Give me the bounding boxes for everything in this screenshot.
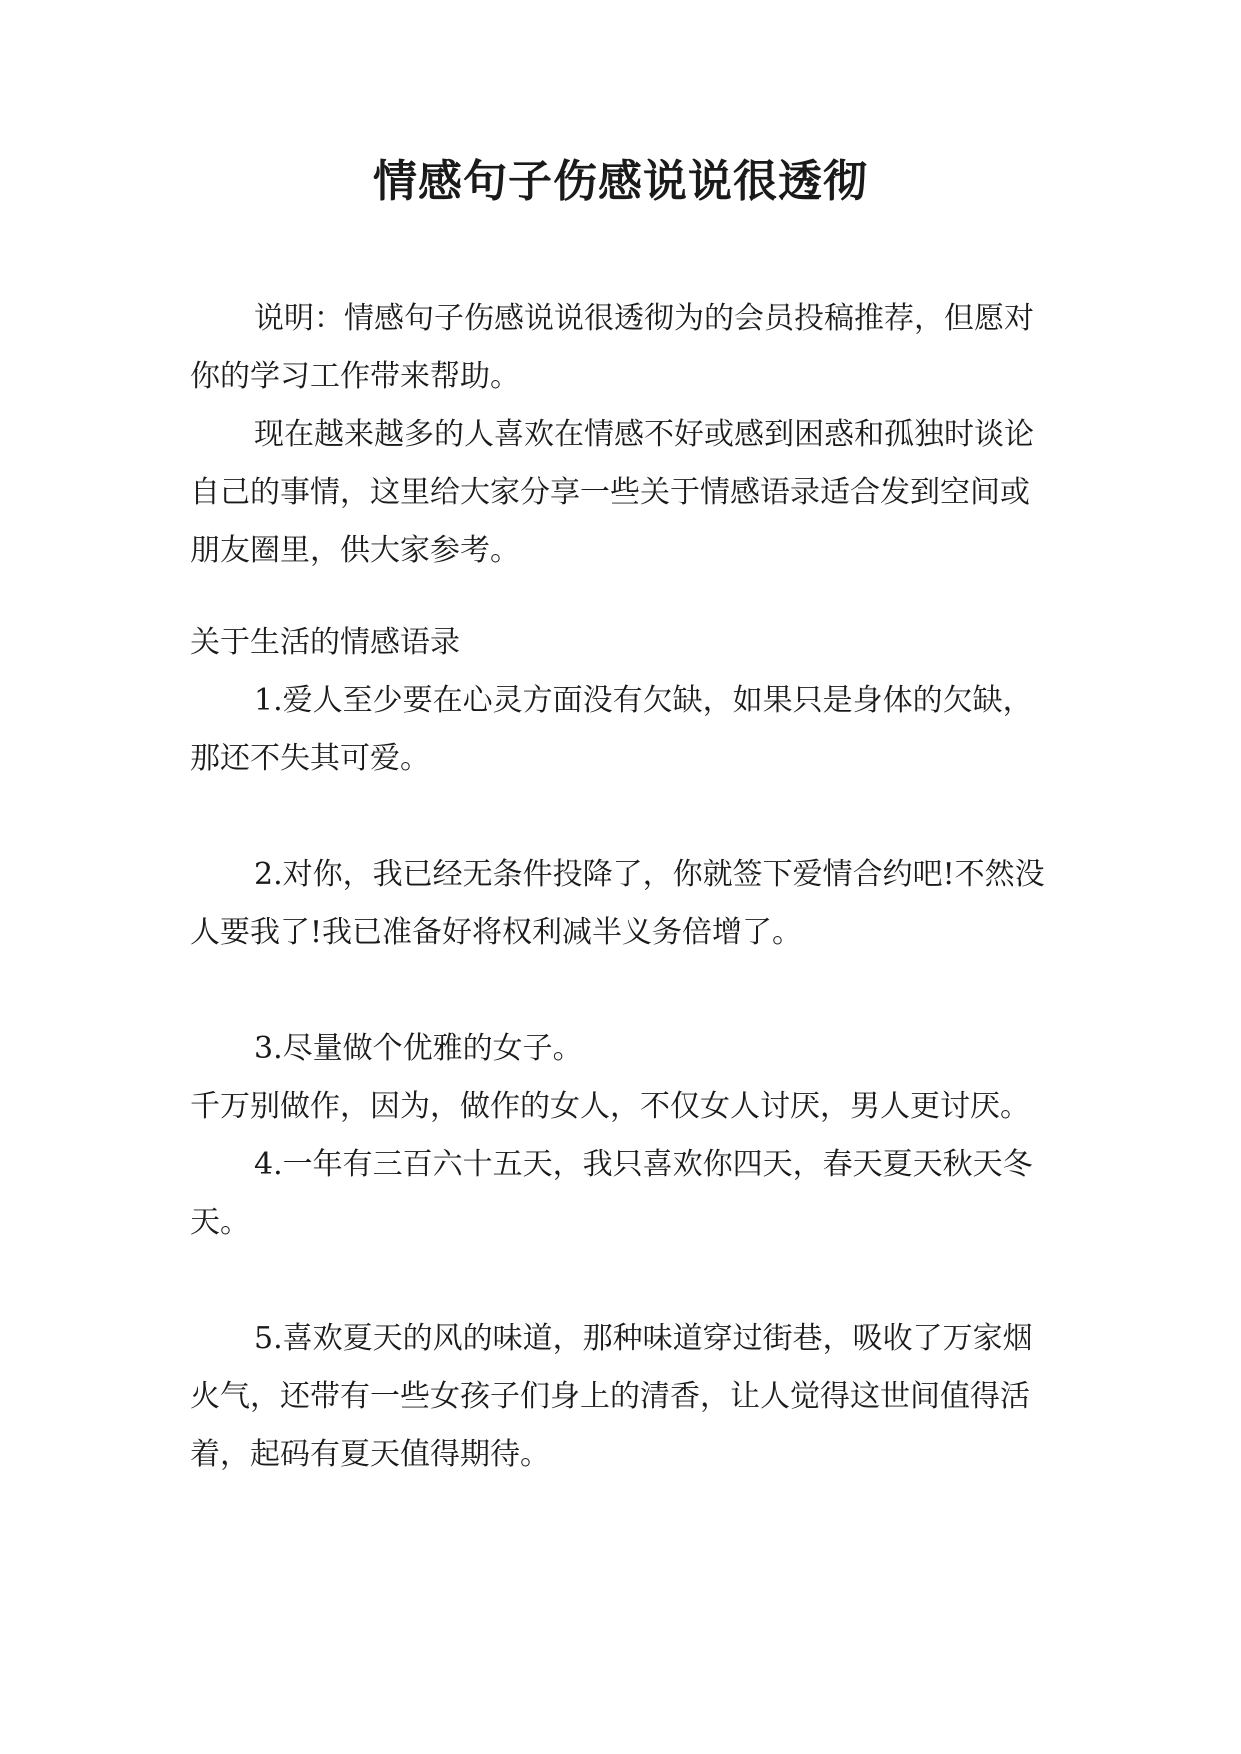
document-body xyxy=(190,290,1058,1484)
description-paragraph: 现在越来越多的人喜欢在情感不好或感到困惑和孤独时谈论自己的事情，这里给大家分享一些关于情感语录适合发到空间或朋友圈里，供大家参考。 xyxy=(190,417,1034,568)
spacer xyxy=(190,580,1058,614)
quote-3: 3.尽量做个优雅的女子。 xyxy=(254,1031,583,1066)
document-title: 情感句子伤感说说很透彻 xyxy=(373,156,868,207)
quote-1: 1.爱人至少要在心灵方面没有欠缺，如果只是身体的欠缺，那还不失其可爱。 xyxy=(190,683,1033,776)
spacer xyxy=(190,962,1058,1020)
quote-3-continuation: 千万别做作，因为，做作的女人，不仅女人讨厌，男人更讨厌。 xyxy=(190,1089,1030,1124)
quote-2: 2.对你，我已经无条件投降了，你就签下爱情合约吧!不然没人要我了!我已准备好将权利减半义务倍增了。 xyxy=(190,857,1045,950)
spacer xyxy=(190,788,1058,846)
quote-5: 5.喜欢夏天的风的味道，那种味道穿过街巷，吸收了万家烟火气，还带有一些女孩子们身上的清香，让人觉得这世间值得活着，起码有夏天值得期待。 xyxy=(190,1321,1033,1472)
section-heading: 关于生活的情感语录 xyxy=(190,625,460,660)
quote-4: 4.一年有三百六十五天，我只喜欢你四天，春天夏天秋天冬天。 xyxy=(190,1147,1033,1240)
spacer xyxy=(190,1252,1058,1310)
intro-paragraph: 说明：情感句子伤感说说很透彻为的会员投稿推荐，但愿对你的学习工作带来帮助。 xyxy=(190,301,1034,394)
